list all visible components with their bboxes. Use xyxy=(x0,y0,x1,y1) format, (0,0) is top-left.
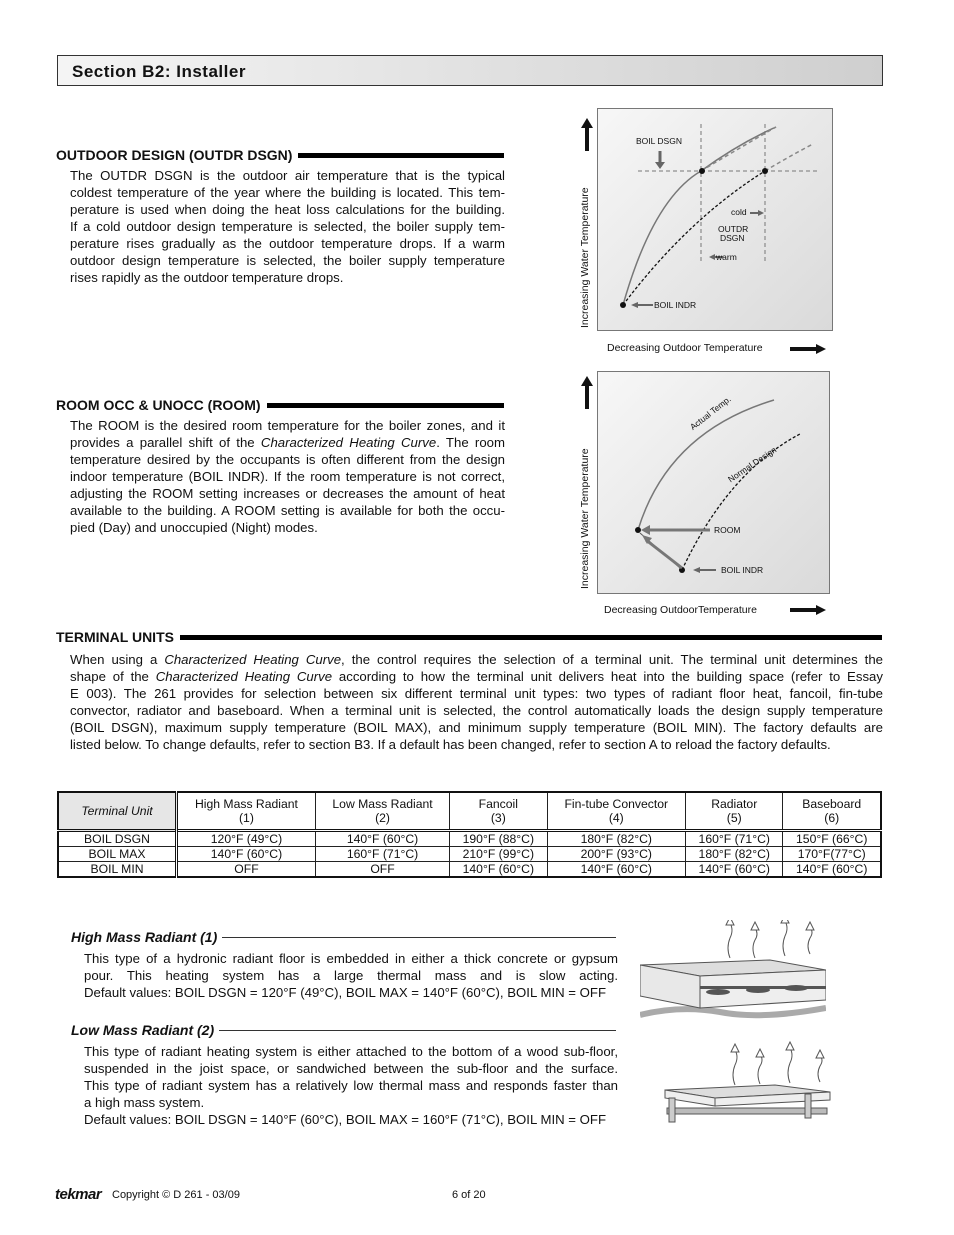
outdr-label: OUTDR xyxy=(718,224,749,234)
table-cell: 170°F(77°C) xyxy=(783,847,881,862)
outdoor-design-text-line: outdoor design temperature is selected, the boiler supply temperature xyxy=(70,253,505,268)
boil-dsgn-label: BOIL DSGN xyxy=(636,136,682,146)
high-mass-text-line: pour. This heating system has a large thermal mass and is slow acting. xyxy=(84,968,618,983)
terminal-units-text-line: (BOIL DSGN), maximum supply temperature (BOIL MAX), and minimum supply temperature (BOIL MIN). The factory defaults are xyxy=(70,720,883,735)
page-number: 6 of 20 xyxy=(452,1189,486,1201)
room-graph xyxy=(597,371,830,594)
table-cell: OFF xyxy=(177,862,316,878)
table-row-label: BOIL MAX xyxy=(58,847,177,862)
terminal-units-text xyxy=(70,651,883,753)
graph2-x-label: Decreasing OutdoorTemperature xyxy=(604,604,757,616)
terminal-units-heading: TERMINAL UNITS xyxy=(56,629,882,645)
table-cell: 210°F (99°C) xyxy=(450,847,547,862)
high-mass-text-line: Default values: BOIL DSGN = 120°F (49°C), BOIL MAX = 140°F (60°C), BOIL MIN = OFF xyxy=(84,985,607,1000)
high-mass-text xyxy=(84,950,618,1001)
outdoor-design-text-line: perature is used when doing the heat loss calculations for the building. xyxy=(70,202,505,217)
outdoor-design-heading: OUTDOOR DESIGN (OUTDR DSGN) xyxy=(56,147,504,163)
graph1-x-label: Decreasing Outdoor Temperature xyxy=(607,342,763,354)
table-cell: OFF xyxy=(315,862,449,878)
low-mass-text xyxy=(84,1043,618,1128)
table-corner: Terminal Unit xyxy=(58,792,177,831)
copyright: Copyright © D 261 - 03/09 xyxy=(112,1189,240,1201)
table-row xyxy=(58,847,881,862)
outdoor-design-text-line: coldest temperature of the year where the building is located. This tem- xyxy=(70,185,505,200)
low-mass-floor-illustration xyxy=(655,1040,833,1130)
high-mass-floor-illustration xyxy=(640,920,826,1020)
normal-design-label: Normal Design xyxy=(726,444,779,485)
tekmar-logo: tekmar xyxy=(55,1186,102,1203)
cold-label: cold xyxy=(731,207,747,217)
table-row-label: BOIL MIN xyxy=(58,862,177,878)
table-cell: 140°F (60°C) xyxy=(315,831,449,847)
terminal-units-text-line: shape of the Characterized Heating Curve according to how the terminal unit delivers heat into the building space (refer to Essay xyxy=(70,669,883,684)
room-text-line: available to the building. A ROOM setting is available for both the occu- xyxy=(70,503,505,518)
table-cell: 140°F (60°C) xyxy=(783,862,881,878)
table-column-header: Baseboard (6) xyxy=(783,792,881,831)
dsgn-label: DSGN xyxy=(720,233,745,243)
room-text-line: The ROOM is the desired room temperature for the boiler zones, and it xyxy=(70,418,505,433)
low-mass-text-line: a high mass system. xyxy=(84,1095,205,1110)
table-cell: 190°F (88°C) xyxy=(450,831,547,847)
boil-indr-label-2: BOIL INDR xyxy=(721,565,764,575)
table-cell: 140°F (60°C) xyxy=(686,862,783,878)
low-mass-text-line: Default values: BOIL DSGN = 140°F (60°C), BOIL MAX = 160°F (71°C), BOIL MIN = OFF xyxy=(84,1112,607,1127)
table-cell: 140°F (60°C) xyxy=(450,862,547,878)
low-mass-heading: Low Mass Radiant (2) xyxy=(71,1022,616,1038)
low-mass-text-line: This type of radiant heating system is either attached to the bottom of a wood sub-floor, xyxy=(84,1044,618,1059)
table-cell: 140°F (60°C) xyxy=(177,847,316,862)
outdoor-design-text-line: rises rapidly as the outdoor temperature drops. xyxy=(70,270,344,285)
warm-label: warm xyxy=(716,252,737,262)
graph1-right-arrow-icon xyxy=(790,344,826,354)
table-column-header: Radiator (5) xyxy=(686,792,783,831)
table-column-header: Fin-tube Convector (4) xyxy=(547,792,686,831)
table-cell: 160°F (71°C) xyxy=(686,831,783,847)
table-header-row xyxy=(58,792,881,831)
room-text-line: temperature desired by the occupants is often different from the design xyxy=(70,452,505,467)
outdoor-design-text xyxy=(70,167,505,286)
room-text xyxy=(70,417,505,536)
graph2-y-label: Increasing Water Temperature xyxy=(579,448,591,589)
table-row xyxy=(58,862,881,878)
boil-indr-label: BOIL INDR xyxy=(654,300,697,310)
graph2-right-arrow-icon xyxy=(790,605,826,615)
table-column-header: Fancoil (3) xyxy=(450,792,547,831)
high-mass-text-line: This type of a hydronic radiant floor is embedded in either a thick concrete or gypsum xyxy=(84,951,618,966)
outdoor-design-text-line: perature rises gradually as the outdoor temperature drops. If a warm xyxy=(70,236,505,251)
table-column-header: High Mass Radiant (1) xyxy=(177,792,316,831)
terminal-units-text-line: convector, radiator and baseboard. When a terminal unit is selected, the control automatically loads the design supply temperature xyxy=(70,703,883,718)
graph1-up-arrow-icon xyxy=(580,118,594,152)
graph1-y-label: Increasing Water Temperature xyxy=(579,187,591,328)
low-mass-text-line: suspended in the joist space, or sandwiched between the sub-floor and the surface. xyxy=(84,1061,618,1076)
table-column-header: Low Mass Radiant (2) xyxy=(315,792,449,831)
outdoor-design-text-line: If a cold outdoor design temperature is selected, the boiler supply tem- xyxy=(70,219,505,234)
table-cell: 120°F (49°C) xyxy=(177,831,316,847)
table-cell: 200°F (93°C) xyxy=(547,847,686,862)
table-row-label: BOIL DSGN xyxy=(58,831,177,847)
room-text-line: provides a parallel shift of the Characterized Heating Curve. The room xyxy=(70,435,505,450)
outdoor-design-text-line: The OUTDR DSGN is the outdoor air temperature that is the typical xyxy=(70,168,505,183)
terminal-units-text-line: When using a Characterized Heating Curve, the control requires the selection of a terminal unit. The terminal unit determines the xyxy=(70,652,883,667)
room-text-line: adjusting the ROOM setting increases or decreases the amount of heat xyxy=(70,486,505,501)
terminal-units-text-line: listed below. To change defaults, refer to section B3. If a default has been changed, refer to section A to reload the factory defaults. xyxy=(70,737,831,752)
room-heading: ROOM OCC & UNOCC (ROOM) xyxy=(56,397,504,413)
table-cell: 180°F (82°C) xyxy=(686,847,783,862)
section-title: Section B2: Installer xyxy=(72,62,246,81)
table-row xyxy=(58,831,881,847)
table-cell: 150°F (66°C) xyxy=(783,831,881,847)
room-text-line: indoor temperature (BOIL INDR). If the room temperature is not correct, xyxy=(70,469,505,484)
graph2-up-arrow-icon xyxy=(580,376,594,410)
actual-temp-label: Actual Temp. xyxy=(688,393,733,432)
table-cell: 160°F (71°C) xyxy=(315,847,449,862)
table-cell: 180°F (82°C) xyxy=(547,831,686,847)
table-cell: 140°F (60°C) xyxy=(547,862,686,878)
room-text-line: pied (Day) and unoccupied (Night) modes. xyxy=(70,520,318,535)
room-label: ROOM xyxy=(714,525,741,535)
terminal-units-table xyxy=(57,791,882,878)
low-mass-text-line: This type of radiant system has a relatively low thermal mass and responds faster than xyxy=(84,1078,618,1093)
high-mass-heading: High Mass Radiant (1) xyxy=(71,929,616,945)
section-title-bar xyxy=(57,55,883,86)
terminal-units-text-line: E 003). The 261 provides for selection between six different terminal unit types: two types of radiant floor heat, fancoil, fin-tube xyxy=(70,686,883,701)
